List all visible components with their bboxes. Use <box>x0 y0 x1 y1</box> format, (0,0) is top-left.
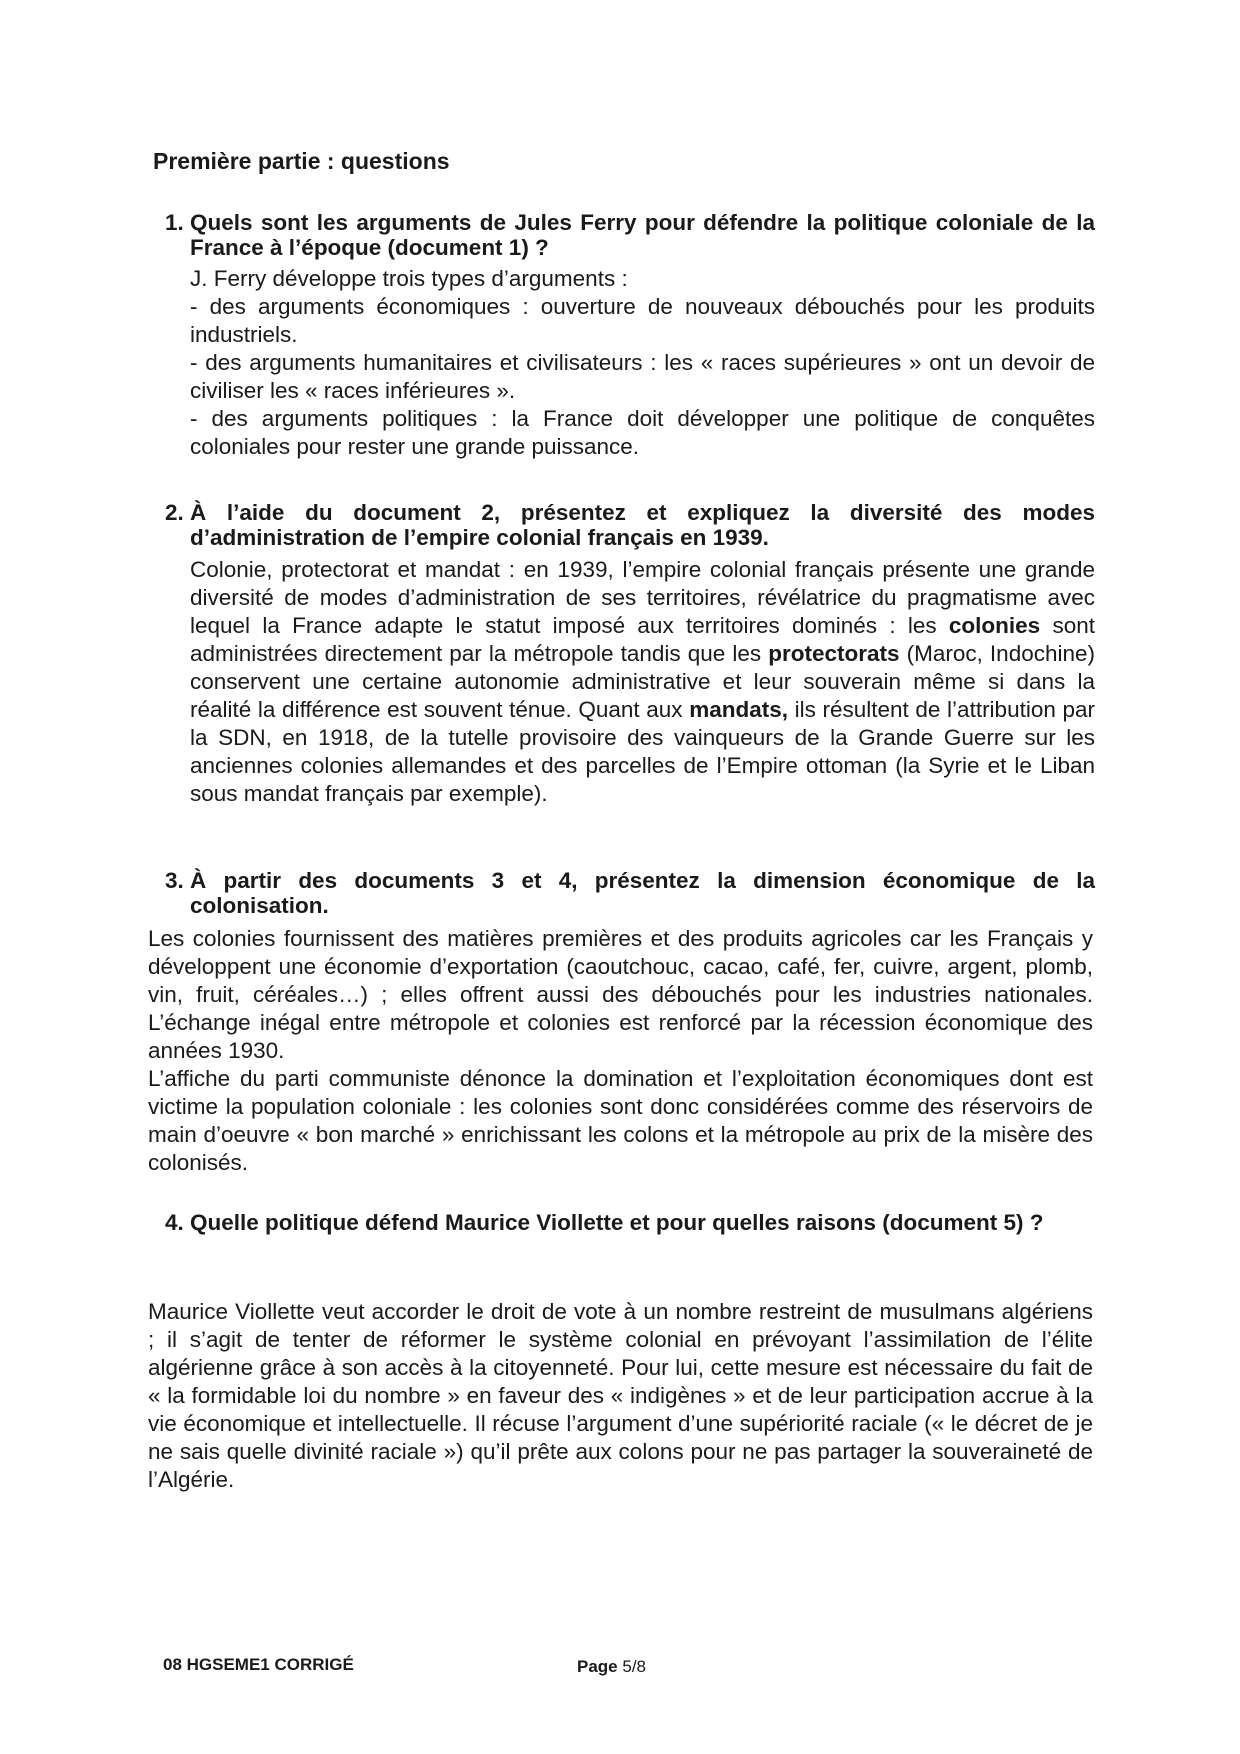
question-text: Quelle politique défend Maurice Viollette et pour quelles raisons (document 5) ? <box>190 1210 1044 1235</box>
page-indicator <box>577 1657 646 1677</box>
answer-paragraph: - des arguments économiques : ouverture de nouveaux débouchés pour les produits industriels. <box>190 294 1095 347</box>
answer-text: Colonie, protectorat et mandat : en 1939, l’empire colonial français présente une grande diversité de modes d’administration de ses territoires, révélatrice du pragmatisme avec lequel la France adapte le statut imposé aux territoires dominés : les <box>190 557 1095 638</box>
question-text: À l’aide du document 2, présentez et expliquez la diversité des modes d’administration de l’empire colonial français en 1939. <box>190 500 1095 550</box>
term-mandats: mandats, <box>689 697 788 722</box>
page-label: Page <box>577 1657 618 1676</box>
question-text: Quels sont les arguments de Jules Ferry pour défendre la politique coloniale de la France à l’époque (document 1) ? <box>190 210 1095 260</box>
question-number: 1. <box>165 210 184 235</box>
question-2-answer <box>190 556 1095 808</box>
answer-text: ils résultent de l’attribution par la SDN, en 1918, de la tutelle provisoire des vainqueurs de la Grande Guerre sur les anciennes colonies allemandes et des parcelles de l’Empire ottoman (la Syrie et le Liban sous mandat français par exemple). <box>190 697 1096 806</box>
question-1-answer <box>190 265 1095 461</box>
answer-paragraph: - des arguments politiques : la France doit développer une politique de conquêtes coloniales pour rester une grande puissance. <box>190 406 1095 459</box>
section-title: Première partie : questions <box>153 148 450 174</box>
term-colonies: colonies <box>948 613 1041 638</box>
answer-paragraph <box>190 556 1095 808</box>
question-3-answer <box>148 925 1093 1177</box>
question-2-title <box>165 500 1095 550</box>
question-3-title <box>165 868 1095 918</box>
question-4-answer <box>148 1298 1093 1494</box>
question-1-title <box>165 210 1095 260</box>
answer-paragraph: - des arguments humanitaires et civilisateurs : les « races supérieures » ont un devoir de civiliser les « races inférieures ». <box>190 350 1095 403</box>
answer-paragraph: Maurice Viollette veut accorder le droit de vote à un nombre restreint de musulmans algériens ; il s’agit de tenter de réformer le système colonial en prévoyant l’assimilation de l’élite algérienne grâce à son accès à la citoyenneté. Pour lui, cette mesure est nécessaire du fait de « la formidable loi du nombre » en faveur des « indigènes » et de leur participation accrue à la vie économique et intellectuelle. Il récuse l’argument d’une supériorité raciale (« le décret de je ne sais quelle divinité raciale ») qu’il prête aux colons pour ne pas partager la souveraineté de l’Algérie. <box>148 1299 1093 1492</box>
question-number: 4. <box>165 1210 184 1235</box>
question-text: À partir des documents 3 et 4, présentez la dimension économique de la colonisation. <box>190 868 1095 918</box>
answer-text: sont administrées directement par la métropole tandis que les <box>190 613 1095 666</box>
term-protectorats: protectorats <box>768 641 900 666</box>
question-number: 3. <box>165 868 184 893</box>
document-code: 08 HGSEME1 CORRIGÉ <box>163 1655 354 1674</box>
answer-paragraph: J. Ferry développe trois types d’arguments : <box>190 266 628 291</box>
page-number: 5/8 <box>622 1657 647 1676</box>
question-4-title <box>165 1210 1095 1235</box>
question-number: 2. <box>165 500 184 525</box>
answer-text: (Maroc, Indochine) conservent une certaine autonomie administrative et leur souverain même si dans la réalité la différence est souvent ténue. Quant aux <box>190 641 1095 722</box>
answer-paragraph: L’affiche du parti communiste dénonce la domination et l’exploitation économiques dont est victime la population coloniale : les colonies sont donc considérées comme des réservoirs de main d’oeuvre « bon marché » enrichissant les colons et la métropole au prix de la misère des colonisés. <box>148 1066 1093 1175</box>
answer-paragraph: Les colonies fournissent des matières premières et des produits agricoles car les Français y développent une économie d’exportation (caoutchouc, cacao, café, fer, cuivre, argent, plomb, vin, fruit, céréales…) ; elles offrent aussi des débouchés pour les industries nationales. L’échange inégal entre métropole et colonies est renforcé par la récession économique des années 1930. <box>148 926 1093 1063</box>
